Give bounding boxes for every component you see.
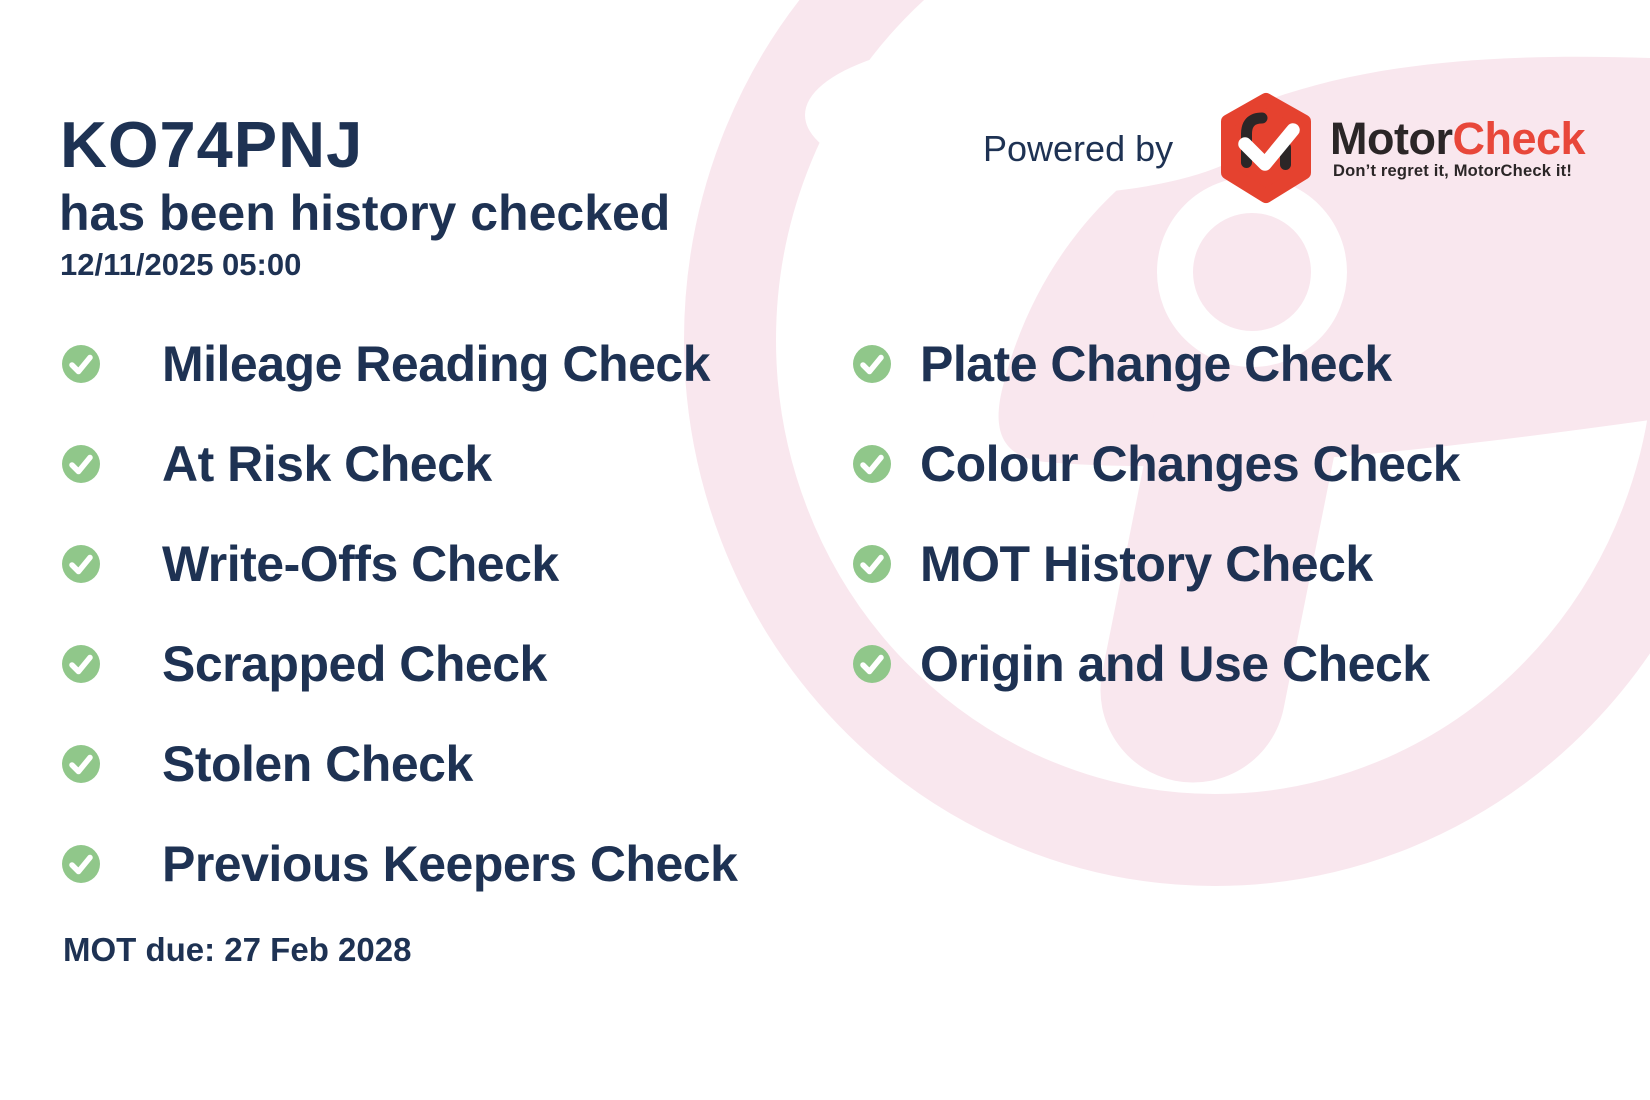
check-icon [61,644,101,684]
check-icon [852,444,892,484]
check-item-label: Scrapped Check [162,636,547,692]
check-item [852,434,1460,494]
check-item [852,334,1392,394]
check-item [61,534,559,594]
check-item-label: At Risk Check [162,436,492,492]
check-item [61,834,737,894]
check-item-label: Previous Keepers Check [162,836,738,892]
wordmark-motor: Motor [1330,113,1453,164]
check-item [852,534,1373,594]
motorcheck-wordmark [1330,113,1586,164]
check-item-label: Stolen Check [162,736,473,792]
motorcheck-tagline: Don’t regret it, MotorCheck it! [1333,162,1573,180]
timestamp: 12/11/2025 05:00 [60,247,302,282]
check-icon [852,544,892,584]
check-icon [852,644,892,684]
check-icon [61,744,101,784]
check-item-label: Plate Change Check [920,336,1392,392]
subtitle: has been history checked [59,185,671,241]
check-item [61,334,710,394]
check-item-label: MOT History Check [920,536,1373,592]
check-item [852,634,1430,694]
check-icon [61,544,101,584]
mot-due-label: MOT due: 27 Feb 2028 [63,931,412,968]
check-item [61,634,547,694]
wordmark-check: Check [1452,113,1586,164]
check-icon [61,444,101,484]
check-icon [61,844,101,884]
check-icon [852,344,892,384]
check-item [61,434,492,494]
check-item-label: Write-Offs Check [162,536,559,592]
check-item-label: Colour Changes Check [920,436,1461,492]
check-item [61,734,473,794]
check-item-label: Origin and Use Check [920,636,1430,692]
powered-by-label: Powered by [983,128,1174,169]
registration-title: KO74PNJ [60,108,364,181]
check-icon [61,344,101,384]
motorcheck-hexagon-icon [1219,92,1313,204]
check-item-label: Mileage Reading Check [162,336,710,392]
